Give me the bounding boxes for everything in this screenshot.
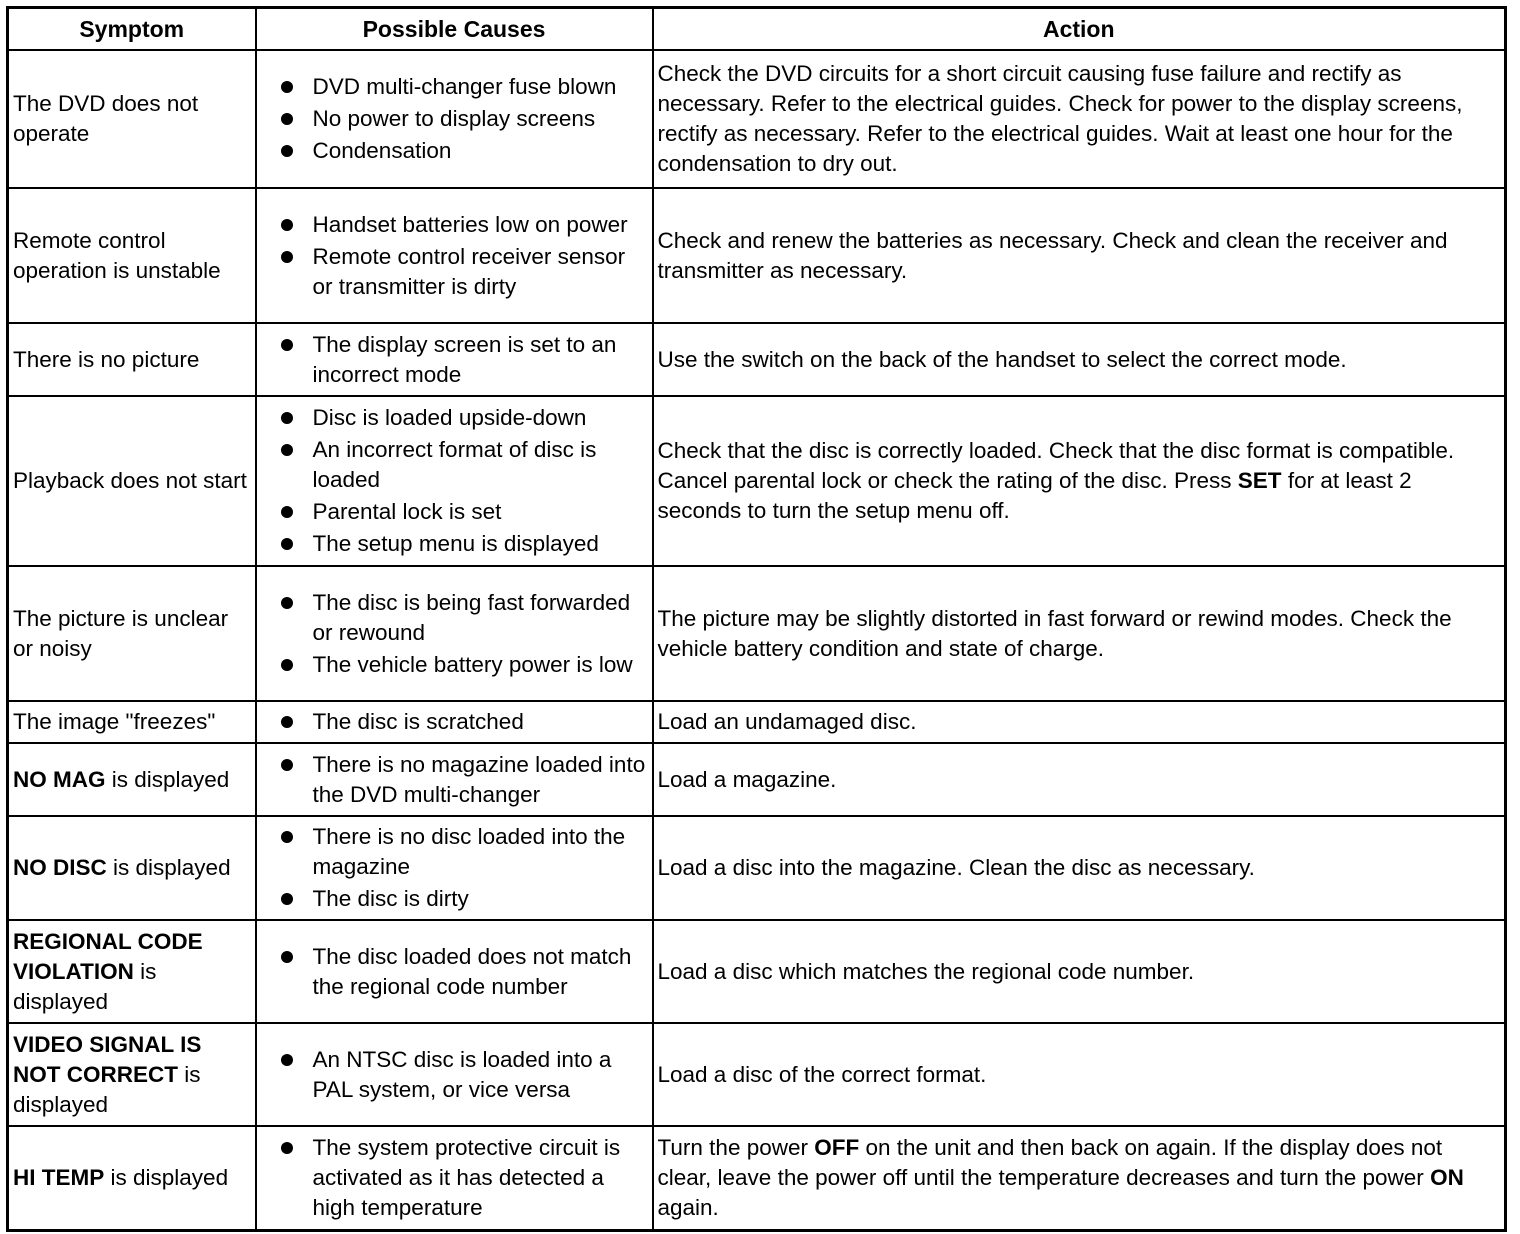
bold-text: SET bbox=[1237, 468, 1282, 493]
cause-text: The disc is being fast forwarded or rewound bbox=[312, 589, 631, 645]
cause-item bbox=[257, 750, 648, 810]
bullet-icon bbox=[281, 1054, 293, 1066]
table-row bbox=[8, 743, 1506, 816]
bullet-icon bbox=[281, 759, 293, 771]
header-action: Action bbox=[653, 8, 1506, 51]
bullet-icon bbox=[281, 412, 293, 424]
bold-text: NO DISC bbox=[13, 855, 107, 880]
text-run: Check that the disc is correctly loaded. Check that the disc format is compatible. Cancel parental lock or check the rating of the disc. Press bbox=[657, 438, 1455, 493]
text-run: The picture is unclear or noisy bbox=[13, 605, 229, 661]
action-cell bbox=[653, 50, 1506, 188]
symptom-cell bbox=[8, 323, 256, 396]
cause-item bbox=[257, 104, 648, 134]
cause-item bbox=[257, 330, 648, 390]
causes-cell bbox=[256, 188, 653, 323]
bold-text: VIDEO SIGNAL IS NOT CORRECT bbox=[13, 1031, 202, 1087]
text-run: for at least 2 seconds to turn the setup menu off. bbox=[657, 468, 1412, 523]
cause-item bbox=[257, 136, 648, 166]
cause-item bbox=[257, 435, 648, 495]
bullet-icon bbox=[281, 251, 293, 263]
action-cell bbox=[653, 701, 1506, 743]
table-row bbox=[8, 50, 1506, 188]
bullet-icon bbox=[281, 597, 293, 609]
cause-item bbox=[257, 1133, 648, 1223]
text-run: Load an undamaged disc. bbox=[657, 709, 917, 734]
text-run: is displayed bbox=[13, 958, 157, 1014]
causes-cell bbox=[256, 920, 653, 1023]
cause-text: Handset batteries low on power bbox=[312, 211, 628, 237]
causes-cell bbox=[256, 566, 653, 701]
cause-item bbox=[257, 707, 648, 737]
cause-text: The disc is scratched bbox=[312, 709, 524, 734]
symptom-cell bbox=[8, 701, 256, 743]
action-cell bbox=[653, 1023, 1506, 1126]
text-run: again. bbox=[657, 1194, 719, 1220]
cause-text: The disc loaded does not match the regional code number bbox=[312, 943, 632, 999]
symptom-cell bbox=[8, 1023, 256, 1126]
header-symptom: Symptom bbox=[8, 8, 256, 51]
cause-item bbox=[257, 942, 648, 1002]
table-body bbox=[8, 50, 1506, 1230]
cause-item bbox=[257, 650, 648, 680]
causes-list bbox=[257, 398, 652, 564]
cause-text: Remote control receiver sensor or transmitter is dirty bbox=[312, 243, 626, 299]
causes-cell bbox=[256, 50, 653, 188]
symptom-cell bbox=[8, 816, 256, 920]
causes-list bbox=[257, 745, 652, 815]
text-run: is displayed bbox=[106, 855, 231, 880]
causes-cell bbox=[256, 1023, 653, 1126]
bold-text: HI TEMP bbox=[13, 1164, 105, 1190]
bullet-icon bbox=[281, 145, 293, 157]
bold-text: NO MAG bbox=[13, 766, 106, 792]
cause-item bbox=[257, 884, 648, 914]
bullet-icon bbox=[281, 113, 293, 125]
table-row bbox=[8, 1023, 1506, 1126]
cause-item bbox=[257, 529, 648, 559]
bold-text: OFF bbox=[814, 1134, 860, 1160]
cause-text: The system protective circuit is activated as it has detected a high temperature bbox=[312, 1134, 621, 1220]
causes-list bbox=[257, 205, 652, 307]
cause-item bbox=[257, 403, 648, 433]
cause-text: The setup menu is displayed bbox=[312, 531, 599, 556]
symptom-cell bbox=[8, 920, 256, 1023]
symptom-cell bbox=[8, 396, 256, 566]
header-row bbox=[8, 8, 1506, 51]
cause-text: Disc is loaded upside-down bbox=[312, 405, 587, 430]
bullet-icon bbox=[281, 538, 293, 550]
text-run: is displayed bbox=[13, 1061, 201, 1117]
cause-item bbox=[257, 822, 648, 882]
bold-text: ON bbox=[1430, 1164, 1464, 1190]
bullet-icon bbox=[281, 659, 293, 671]
causes-cell bbox=[256, 816, 653, 920]
action-cell bbox=[653, 816, 1506, 920]
symptom-cell bbox=[8, 566, 256, 701]
action-cell bbox=[653, 396, 1506, 566]
cause-text: The disc is dirty bbox=[312, 886, 469, 911]
cause-text: The vehicle battery power is low bbox=[312, 651, 633, 677]
causes-cell bbox=[256, 743, 653, 816]
text-run: Playback does not start bbox=[13, 468, 247, 493]
troubleshooting-table bbox=[6, 6, 1507, 1232]
text-run: The image "freezes" bbox=[13, 709, 216, 734]
symptom-cell bbox=[8, 188, 256, 323]
action-cell bbox=[653, 743, 1506, 816]
symptom-cell bbox=[8, 743, 256, 816]
symptom-cell bbox=[8, 50, 256, 188]
bullet-icon bbox=[281, 893, 293, 905]
cause-item bbox=[257, 242, 648, 302]
bullet-icon bbox=[281, 506, 293, 518]
cause-text: The display screen is set to an incorrect mode bbox=[312, 331, 617, 387]
causes-list bbox=[257, 67, 652, 171]
action-cell bbox=[653, 920, 1506, 1023]
text-run: The picture may be slightly distorted in fast forward or rewind modes. Check the vehicle battery condition and state of charge. bbox=[657, 605, 1452, 661]
table-row bbox=[8, 1126, 1506, 1230]
text-run: Load a disc which matches the regional code number. bbox=[657, 958, 1195, 984]
text-run: There is no picture bbox=[13, 346, 200, 372]
text-run: on the unit and then back on again. If the display does not clear, leave the power off until the temperature decreases and turn the power bbox=[657, 1134, 1443, 1190]
bullet-icon bbox=[281, 444, 293, 456]
causes-list bbox=[257, 583, 652, 685]
bullet-icon bbox=[281, 716, 293, 728]
symptom-cell bbox=[8, 1126, 256, 1230]
causes-list bbox=[257, 1040, 652, 1110]
causes-list bbox=[257, 817, 652, 919]
table-row bbox=[8, 816, 1506, 920]
cause-text: There is no disc loaded into the magazine bbox=[312, 824, 626, 879]
action-cell bbox=[653, 188, 1506, 323]
text-run: is displayed bbox=[104, 1164, 229, 1190]
cause-item bbox=[257, 588, 648, 648]
text-run: Use the switch on the back of the handset to select the correct mode. bbox=[657, 346, 1347, 372]
cause-text: An NTSC disc is loaded into a PAL system, or vice versa bbox=[312, 1046, 612, 1102]
cause-text: Parental lock is set bbox=[312, 499, 502, 524]
action-cell bbox=[653, 566, 1506, 701]
bullet-icon bbox=[281, 219, 293, 231]
bullet-icon bbox=[281, 951, 293, 963]
causes-cell bbox=[256, 701, 653, 743]
table-row bbox=[8, 920, 1506, 1023]
cause-item bbox=[257, 1045, 648, 1105]
causes-list bbox=[257, 702, 652, 742]
text-run: Load a magazine. bbox=[657, 766, 837, 792]
cause-item bbox=[257, 497, 648, 527]
bullet-icon bbox=[281, 1142, 293, 1154]
text-run: Load a disc into the magazine. Clean the disc as necessary. bbox=[657, 855, 1255, 880]
text-run: Check the DVD circuits for a short circuit causing fuse failure and rectify as necessary. Refer to the electrical guides. Check for power to the display screens, rectify as necessary. Refer to the electrical guides. Wait at least one hour for the condensation to dry out. bbox=[657, 61, 1463, 176]
cause-text: An incorrect format of disc is loaded bbox=[312, 437, 597, 492]
text-run: Load a disc of the correct format. bbox=[657, 1061, 987, 1087]
causes-cell bbox=[256, 396, 653, 566]
text-run: is displayed bbox=[105, 766, 230, 792]
action-cell bbox=[653, 323, 1506, 396]
table-row bbox=[8, 396, 1506, 566]
header-possible-causes: Possible Causes bbox=[256, 8, 653, 51]
text-run: Remote control operation is unstable bbox=[13, 227, 221, 283]
cause-text: Condensation bbox=[312, 138, 452, 163]
text-run: Check and renew the batteries as necessary. Check and clean the receiver and transmitter as necessary. bbox=[657, 227, 1448, 283]
bold-text: REGIONAL CODE VIOLATION bbox=[13, 928, 203, 984]
bullet-icon bbox=[281, 81, 293, 93]
cause-item bbox=[257, 72, 648, 102]
text-run: Turn the power bbox=[657, 1134, 815, 1160]
text-run: The DVD does not operate bbox=[13, 91, 199, 146]
cause-text: DVD multi-changer fuse blown bbox=[312, 74, 617, 99]
table-row bbox=[8, 188, 1506, 323]
table-row bbox=[8, 701, 1506, 743]
table-row bbox=[8, 566, 1506, 701]
action-cell bbox=[653, 1126, 1506, 1230]
causes-cell bbox=[256, 1126, 653, 1230]
cause-text: There is no magazine loaded into the DVD multi-changer bbox=[312, 751, 646, 807]
causes-cell bbox=[256, 323, 653, 396]
causes-list bbox=[257, 1128, 652, 1228]
causes-list bbox=[257, 937, 652, 1007]
causes-list bbox=[257, 325, 652, 395]
bullet-icon bbox=[281, 831, 293, 843]
bullet-icon bbox=[281, 339, 293, 351]
table-row bbox=[8, 323, 1506, 396]
cause-text: No power to display screens bbox=[312, 106, 596, 131]
cause-item bbox=[257, 210, 648, 240]
